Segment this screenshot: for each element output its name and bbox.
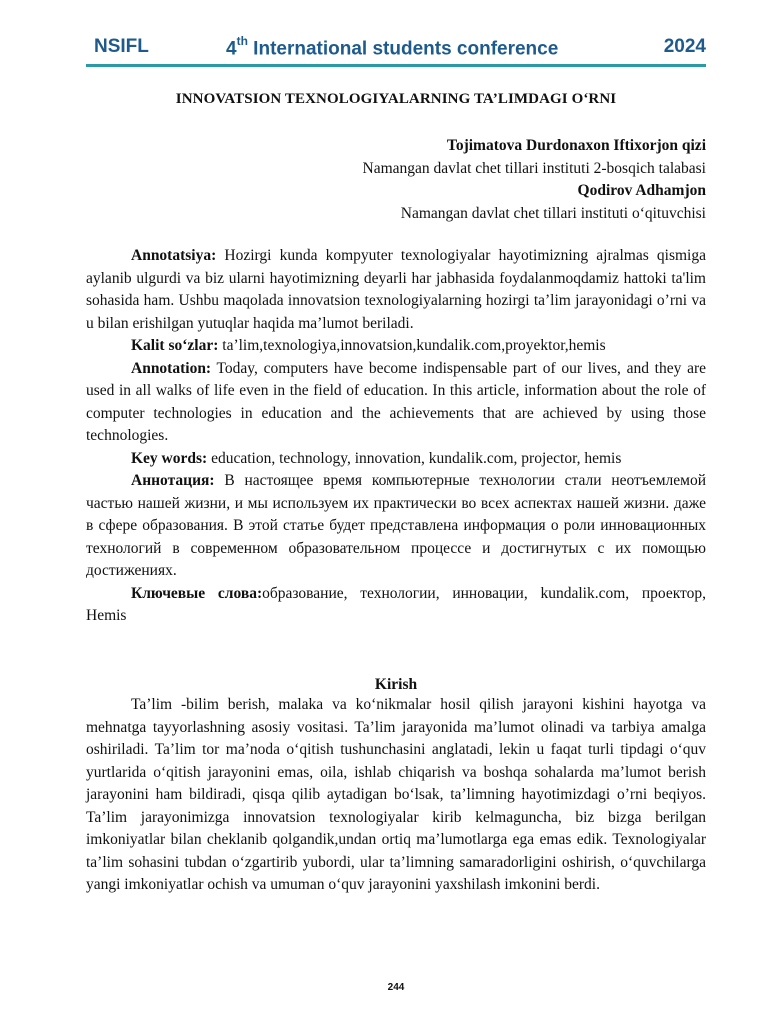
abstract-uz-label: Annotatsiya: xyxy=(131,247,217,264)
keywords-en-text: education, technology, innovation, kundalik.com, projector, hemis xyxy=(207,449,622,467)
abstract-en-text: Today, computers have become indispensable part of our lives, and they are used in all walks of life even in the field of education. In this article, information about the role of computer technologies in education and the achievements that are achieved by using those technologies. xyxy=(86,359,706,444)
keywords-ru-text: образование, технологии, инновации, kundalik.com, проектор, Hemis xyxy=(86,584,706,624)
header-year: 2024 xyxy=(663,36,706,57)
author-name-1: Tojimatova Durdonaxon Iftixorjon qizi xyxy=(446,137,706,154)
author-name-2: Qodirov Adhamjon xyxy=(577,182,706,199)
section-title: Kirish xyxy=(374,676,418,693)
paper-title: INNOVATSION TEXNOLOGIYALARNING TA’LIMDAGI O‘RNI xyxy=(175,91,617,107)
abstract-ru xyxy=(86,470,706,583)
running-header xyxy=(86,36,706,62)
keywords-en-label: Key words: xyxy=(131,449,208,467)
header-conf-sup: th xyxy=(236,34,248,48)
keywords-ru-label: Ключевые слова: xyxy=(131,584,263,602)
header-conf-number: 4 xyxy=(226,38,237,60)
intro-block xyxy=(86,694,706,897)
abstracts-block xyxy=(86,245,706,628)
keywords-uz-label: Kalit so‘zlar: xyxy=(131,337,219,354)
header-conf-rest: International students conference xyxy=(247,38,559,60)
header-institution: NSIFL xyxy=(94,36,149,57)
author-affiliation-2: Namangan davlat chet tillari instituti o‘qituvchisi xyxy=(400,204,706,222)
abstract-ru-label: Аннотация: xyxy=(131,472,215,489)
intro-paragraph: Ta’lim -bilim berish, malaka va ko‘nikmalar hosil qilish jarayoni kishini hayotga va mehnatga tayyorlashning asosiy vositasi. Ta’lim jarayonida ma’lumot olinadi va tarbiya amalga oshiriladi. Ta’lim tor ma’noda o‘qitish tushunchasini anglatadi, lekin u faqat turli tipdagi o‘quv yurtlarida o‘qitish jarayonini emas, oila, ishlab chiqarish va boshqa sohalarda ma’lumot berish jarayonini ham bildiradi, qisqa qilib aytadigan bo‘lsak, ta’limning hayotimizdagi o’rni beqiyos. Ta’lim jarayonimizga innovatsion texnologiyalar kirib kelmaguncha, biz bizga berilgan imkoniyatlar bilan cheklanib qolgandik,undan ortiq ma’lumotlarga ega emas edik. Texnologiyalar ta’lim sohasini tubdan o‘zgartirib yubordi, ular ta’limning samaradorligini oshirish, o‘quvchilarga yangi imkoniyatlar ochish va umuman o‘quv jarayonini yaxshilash imkonini berdi. xyxy=(86,696,706,893)
abstract-en-label: Annotation: xyxy=(131,359,212,377)
header-conference xyxy=(226,36,558,60)
abstract-uz-text: Hozirgi kunda kompyuter texnologiyalar hayotimizning ajralmas qismiga aylanib ulgurdi va biz ularni hayotimizning deyarli har jabhasida foydalanmoqdamiz hattoki ta'lim sohasida ham. Ushbu maqolada innovatsion texnologiyalarning hozirgi ta’lim jarayonidagi o’rni va u bilan erishilgan yutuqlar haqida ma’lumot beriladi. xyxy=(86,247,706,332)
abstract-ru-text: В настоящее время компьютерные технологии стали неотъемлемой частью нашей жизни, и мы используем их практически во всех аспектах нашей жизни. даже в сфере образования. В этой статье будет представлена информация о роли инновационных технологий в современном образовательном процессе и достигнутых с их помощью достижениях. xyxy=(86,472,706,579)
keywords-en xyxy=(86,448,706,471)
page-number: 244 xyxy=(387,982,405,993)
keywords-uz-text: ta’lim,texnologiya,innovatsion,kundalik.com,proyektor,hemis xyxy=(218,337,606,354)
abstract-en xyxy=(86,358,706,448)
abstract-uz xyxy=(86,245,706,335)
author-block xyxy=(86,135,706,225)
header-rule xyxy=(86,64,706,67)
keywords-uz xyxy=(86,335,706,358)
keywords-ru xyxy=(86,583,706,628)
author-affiliation-1: Namangan davlat chet tillari instituti 2-bosqich talabasi xyxy=(362,159,706,177)
